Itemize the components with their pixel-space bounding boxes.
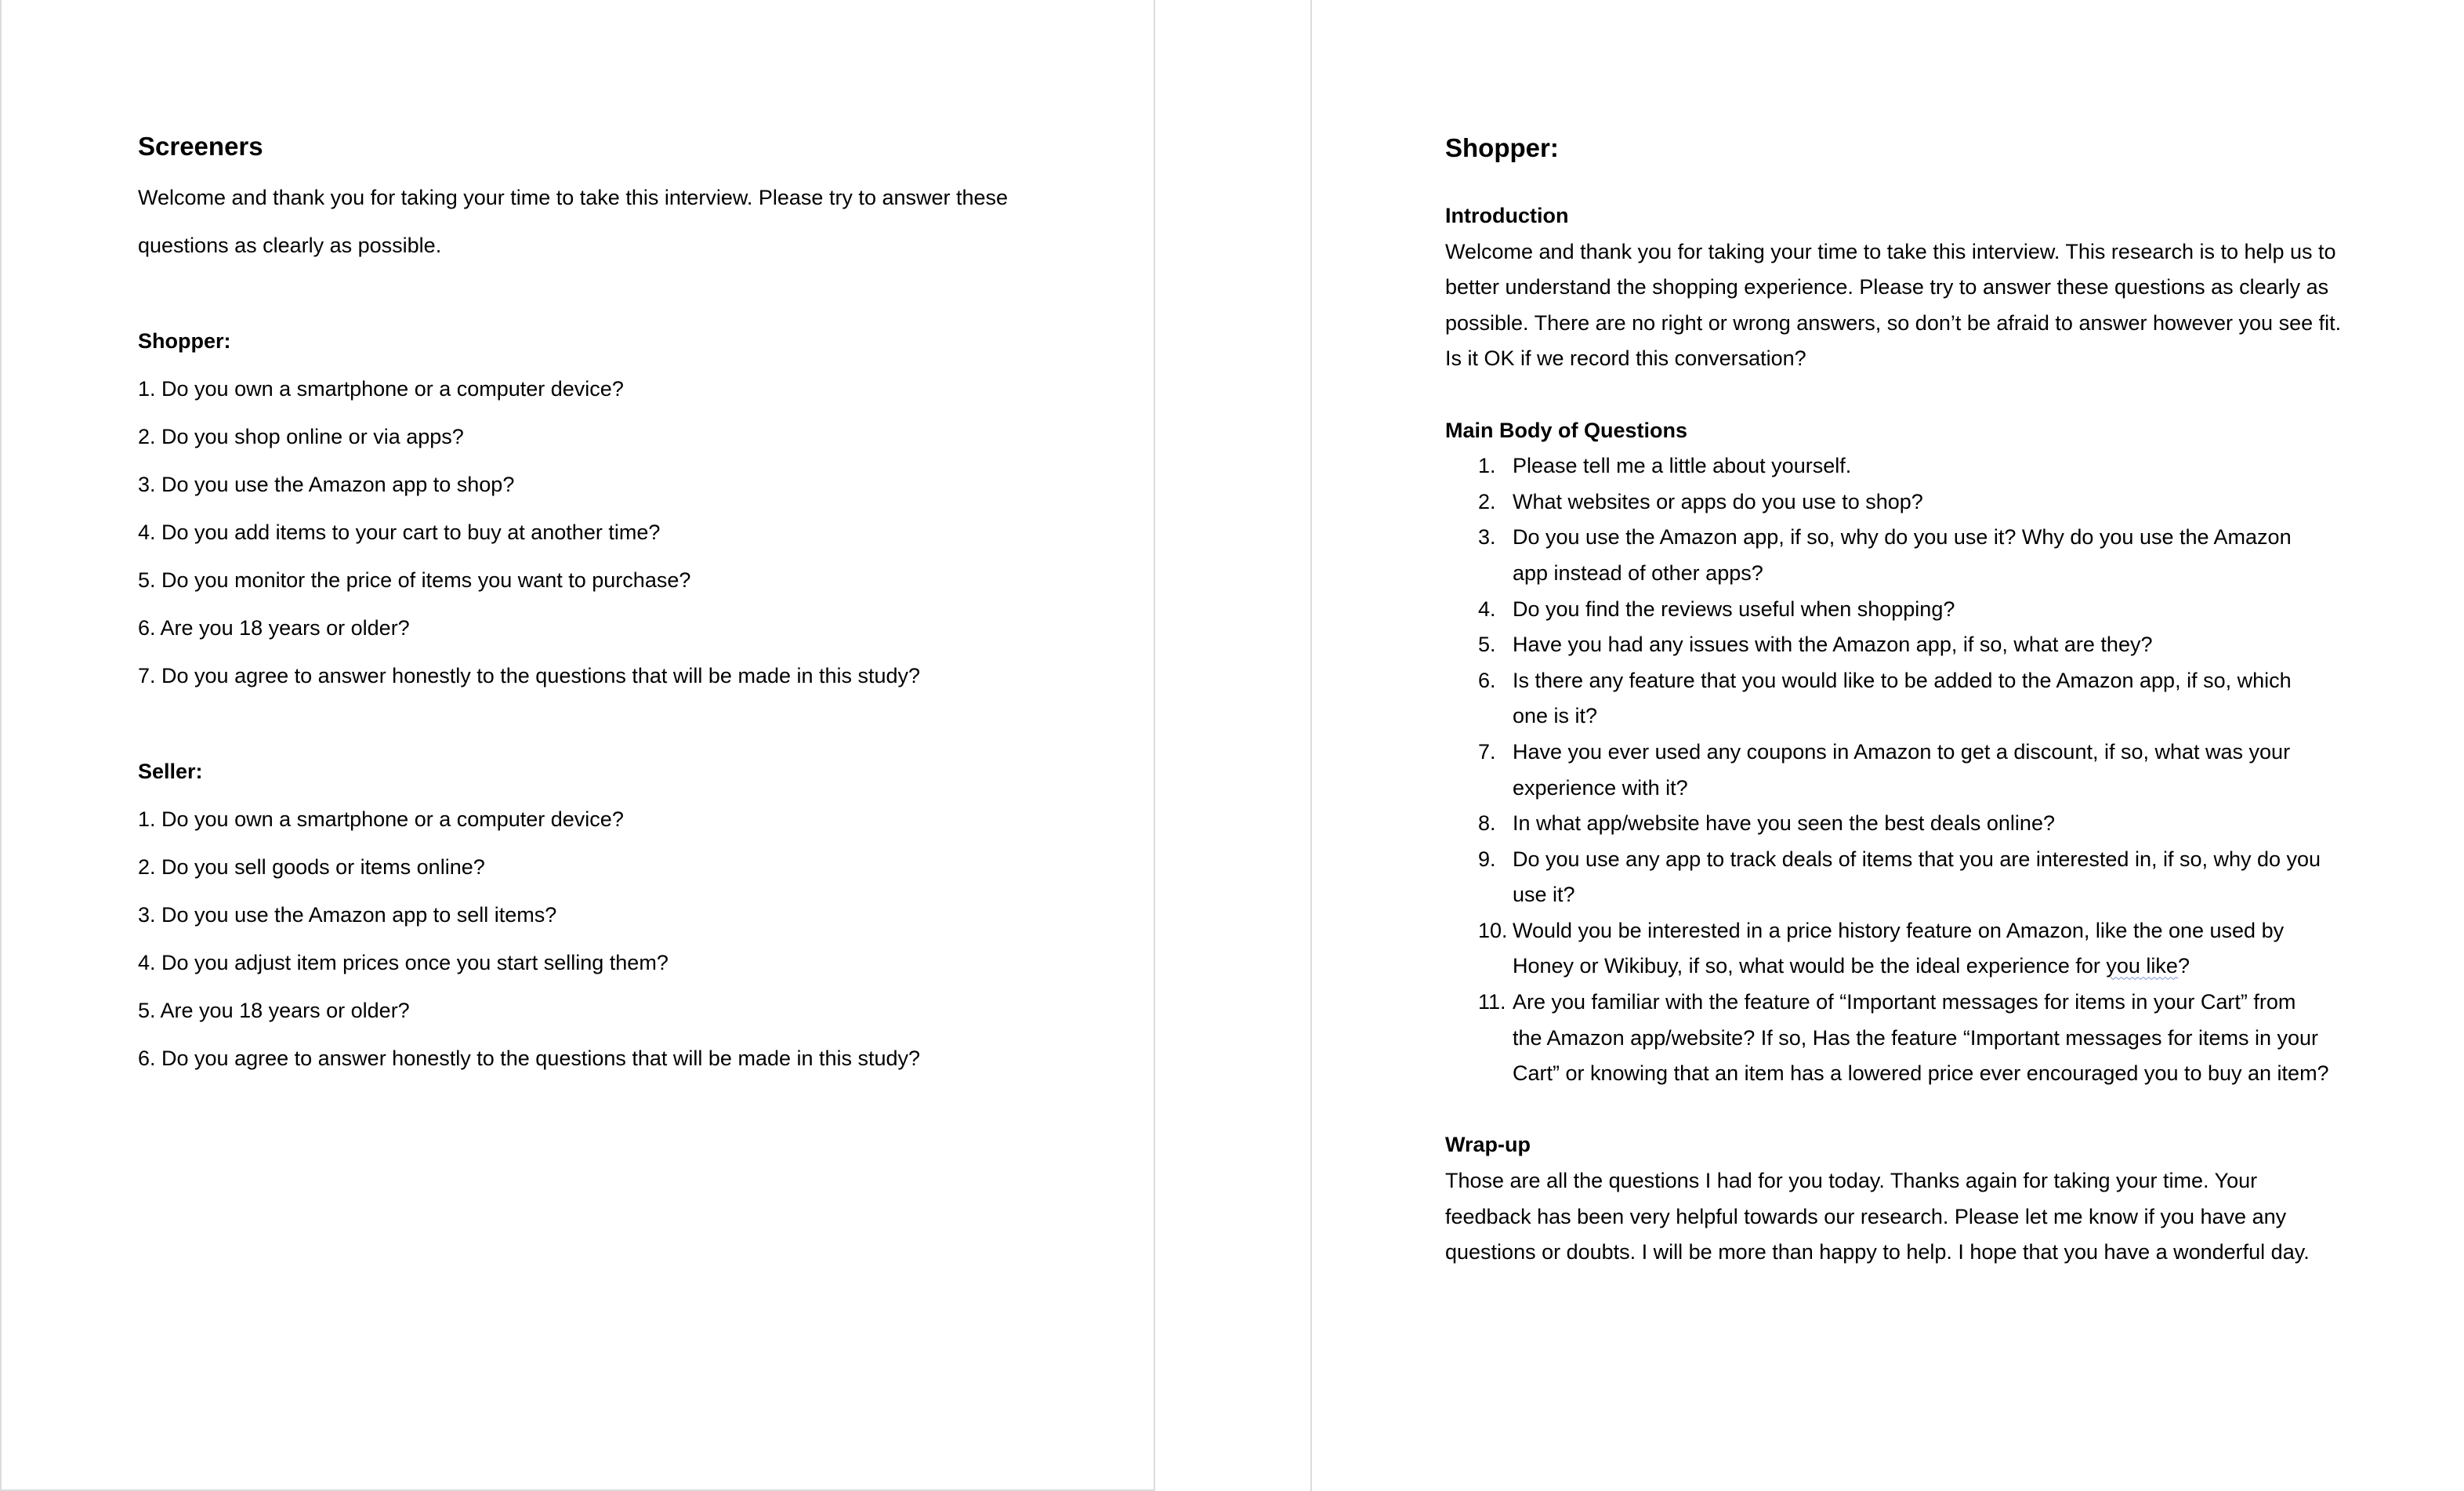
- question-text: Have you ever used any coupons in Amazon to get a discount, if so, what was your experience with it?: [1513, 739, 2291, 800]
- seller-screener-question: 2. Do you sell goods or items online?: [138, 855, 485, 879]
- interview-question: [1445, 592, 2346, 628]
- interview-question: [1445, 842, 2346, 913]
- seller-screener-question: 6. Do you agree to answer honestly to the questions that will be made in this study?: [138, 1047, 921, 1070]
- shopper-screener-question: 3. Do you use the Amazon app to shop?: [138, 473, 515, 496]
- question-text: Do you use the Amazon app, if so, why do you use it? Why do you use the Amazon app instead of other apps?: [1513, 525, 2292, 585]
- introduction-heading: Introduction: [1445, 204, 1569, 227]
- interview-question-list: [1445, 448, 2346, 1092]
- shopper-screener-question: 4. Do you add items to your cart to buy at another time?: [138, 521, 661, 544]
- question-number: 1.: [1478, 454, 1496, 478]
- question-text: Are you familiar with the feature of “Important messages for items in your Cart” from the Amazon app/website? If so, Has the feature “Important messages for items in your Cart” or knowing that an item has a lowered price ever encouraged you to buy an item?: [1513, 990, 2329, 1086]
- seller-screener-question: 3. Do you use the Amazon app to sell items?: [138, 903, 557, 927]
- spellcheck-underline[interactable]: you like: [2106, 954, 2178, 978]
- question-number: 6.: [1478, 668, 1496, 692]
- shopper-screener-list: [138, 365, 1039, 700]
- question-text: Is there any feature that you would like to be added to the Amazon app, if so, which one is it?: [1513, 668, 2292, 728]
- question-text: Have you had any issues with the Amazon app, if so, what are they?: [1513, 633, 2153, 657]
- interview-question: [1445, 663, 2346, 735]
- seller-screener-question: 5. Are you 18 years or older?: [138, 999, 410, 1022]
- shopper-screener-question: 2. Do you shop online or via apps?: [138, 425, 464, 448]
- page-right-content: [1445, 130, 2346, 1271]
- question-text: Please tell me a little about yourself.: [1513, 454, 1852, 478]
- interview-question: [1445, 484, 2346, 521]
- interview-question: [1445, 627, 2346, 663]
- question-text-main: Would you be interested in a price history feature on Amazon, like the one used by Honey or Wikibuy, if so, what would be the ideal experience for: [1513, 918, 2285, 978]
- shopper-screener-question: 7. Do you agree to answer honestly to the questions that will be made in this study?: [138, 664, 921, 687]
- question-text: Do you use any app to track deals of items that you are interested in, if so, why do you use it?: [1513, 847, 2321, 907]
- interview-question: [1445, 448, 2346, 484]
- seller-screener-heading: Seller:: [138, 760, 203, 783]
- question-text-tail: ?: [2177, 954, 2190, 978]
- shopper-screener-question: 5. Do you monitor the price of items you want to purchase?: [138, 568, 691, 592]
- screeners-title: Screeners: [138, 132, 263, 161]
- question-text: [1513, 913, 2346, 985]
- question-number: 5.: [1478, 633, 1496, 657]
- question-text: What websites or apps do you use to shop?: [1513, 489, 1923, 513]
- question-number: 9.: [1478, 847, 1496, 871]
- wrap-up-text: Those are all the questions I had for you today. Thanks again for taking your time. Your feedback has been very helpful towards our research. Please let me know if you have any questions or doubts. I will be more than happy to help. I hope that you have a wonderful day.: [1445, 1169, 2310, 1264]
- question-text: In what app/website have you seen the best deals online?: [1513, 811, 2055, 836]
- question-number: 11.: [1478, 990, 1506, 1014]
- seller-screener-question: 1. Do you own a smartphone or a computer device?: [138, 807, 624, 831]
- question-text: Do you find the reviews useful when shopping?: [1513, 597, 1955, 621]
- interview-question: [1445, 520, 2346, 591]
- document-page-left: [0, 0, 1155, 1491]
- interview-question: [1445, 806, 2346, 842]
- document-page-right: [1310, 0, 2464, 1491]
- interview-question: [1445, 985, 2346, 1092]
- interview-question: [1445, 735, 2346, 806]
- interview-question: [1445, 913, 2346, 985]
- shopper-interview-title: Shopper:: [1445, 133, 1559, 162]
- wrap-up-heading: Wrap-up: [1445, 1133, 1531, 1157]
- shopper-screener-heading: Shopper:: [138, 329, 231, 353]
- question-number: 4.: [1478, 597, 1496, 621]
- shopper-screener-question: 6. Are you 18 years or older?: [138, 616, 410, 640]
- introduction-text: Welcome and thank you for taking your time to take this interview. This research is to help us to better understand the shopping experience. Please try to answer these questions as clearly as possible. There are no right or wrong answers, so don’t be afraid to answer however you see fit. Is it OK if we record this conversation?: [1445, 239, 2342, 371]
- seller-screener-question: 4. Do you adjust item prices once you start selling them?: [138, 951, 669, 974]
- question-number: 7.: [1478, 739, 1496, 764]
- main-body-heading: Main Body of Questions: [1445, 418, 1688, 442]
- question-number: 3.: [1478, 525, 1496, 550]
- shopper-screener-question: 1. Do you own a smartphone or a computer device?: [138, 377, 624, 401]
- question-number: 10.: [1478, 918, 1508, 942]
- screeners-intro: Welcome and thank you for taking your time to take this interview. Please try to answer these questions as clearly as possible.: [138, 186, 1009, 257]
- seller-screener-list: [138, 796, 1039, 1083]
- question-number: 2.: [1478, 489, 1496, 513]
- question-number: 8.: [1478, 811, 1496, 836]
- page-left-content: [138, 129, 1039, 1083]
